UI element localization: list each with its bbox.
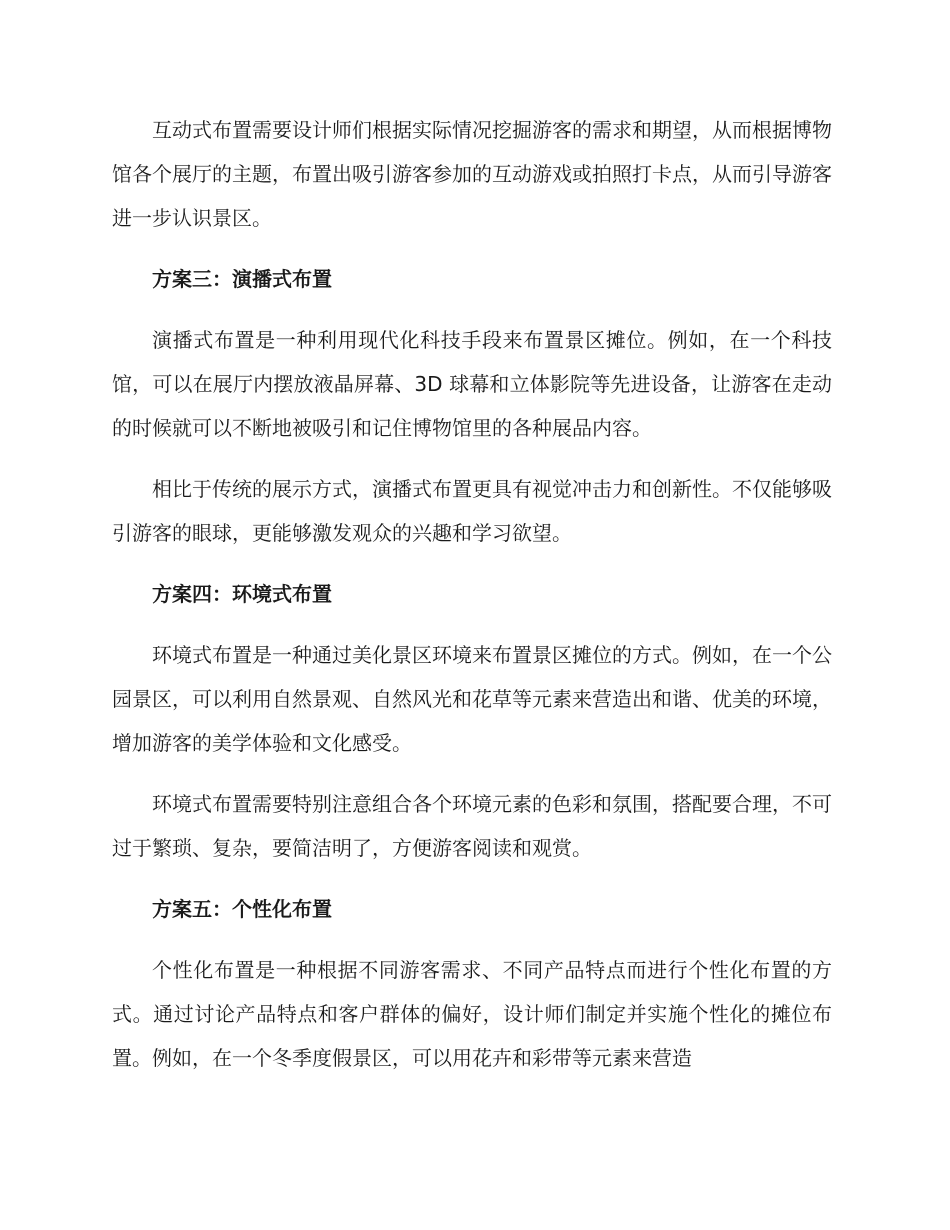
paragraph-broadcast-layout-comparison: 相比于传统的展示方式，演播式布置更具有视觉冲击力和创新性。不仅能够吸引游客的眼球，更能够激发观众的兴趣和学习欲望。 <box>112 477 832 545</box>
paragraph-interactive-layout-detail: 互动式布置需要设计师们根据实际情况挖掘游客的需求和期望，从而根据博物馆各个展厅的主题，布置出吸引游客参加的互动游戏或拍照打卡点，从而引导游客进一步认识景区。 <box>112 118 832 230</box>
paragraph-broadcast-layout-intro: 演播式布置是一种利用现代化科技手段来布置景区摊位。例如，在一个科技馆，可以在展厅内摆放液晶屏幕、3D 球幕和立体影院等先进设备，让游客在走动的时候就可以不断地被吸引和记住博物馆里的各种展品内容。 <box>112 328 832 440</box>
paragraph-environment-layout-intro: 环境式布置是一种通过美化景区环境来布置景区摊位的方式。例如，在一个公园景区，可以利用自然景观、自然风光和花草等元素来营造出和谐、优美的环境，增加游客的美学体验和文化感受。 <box>112 643 832 755</box>
heading-plan-five: 方案五：个性化布置 <box>152 897 332 921</box>
paragraph-environment-layout-notes: 环境式布置需要特别注意组合各个环境元素的色彩和氛围，搭配要合理，不可过于繁琐、复杂，要简洁明了，方便游客阅读和观赏。 <box>112 792 832 860</box>
heading-plan-four: 方案四：环境式布置 <box>152 582 332 606</box>
paragraph-personalized-layout-intro: 个性化布置是一种根据不同游客需求、不同产品特点而进行个性化布置的方式。通过讨论产品特点和客户群体的偏好，设计师们制定并实施个性化的摊位布置。例如，在一个冬季度假景区，可以用花卉和彩带等元素来营造 <box>112 958 832 1070</box>
document-body <box>112 108 832 1097</box>
heading-plan-three: 方案三：演播式布置 <box>152 267 332 291</box>
